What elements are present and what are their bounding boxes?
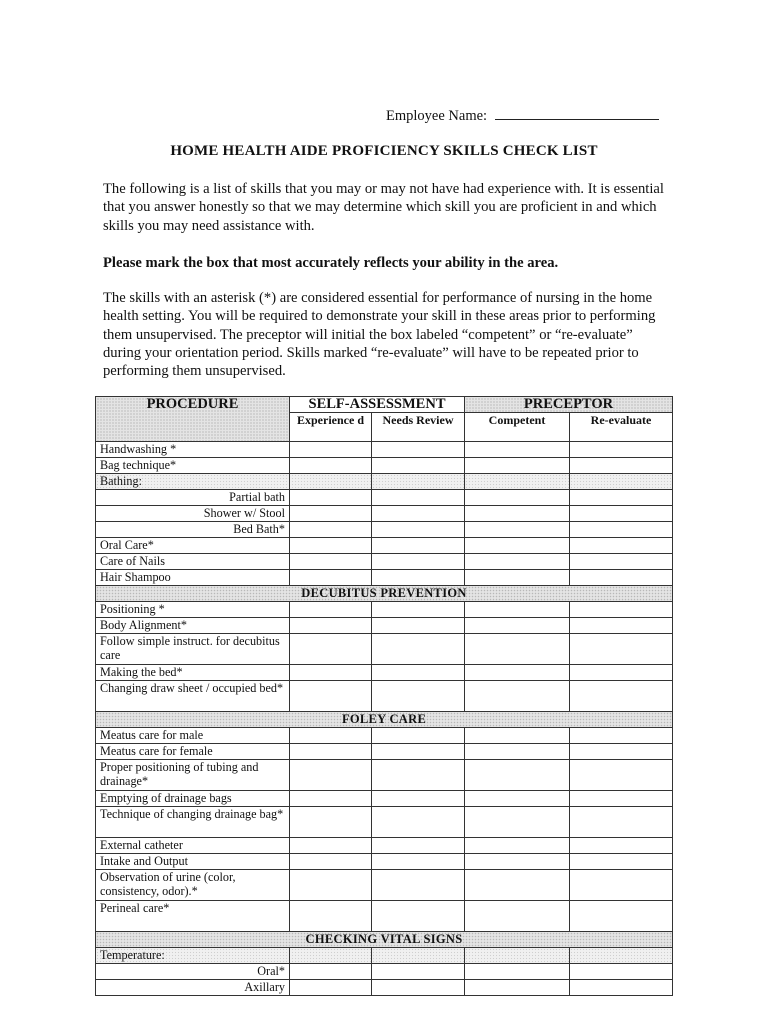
table-row [96, 522, 673, 538]
procedure-label: Shower w/ Stool [96, 506, 290, 522]
experienced-cell[interactable] [290, 964, 372, 980]
table-row [96, 854, 673, 870]
competent-cell[interactable] [465, 665, 570, 681]
experienced-cell[interactable] [290, 791, 372, 807]
competent-cell[interactable] [465, 901, 570, 932]
experienced-cell[interactable] [290, 728, 372, 744]
procedure-label: Oral* [96, 964, 290, 980]
competent-cell[interactable] [465, 602, 570, 618]
needs-review-cell[interactable] [372, 728, 465, 744]
preceptor-header: PRECEPTOR [465, 397, 673, 413]
procedure-label: Oral Care* [96, 538, 290, 554]
experienced-cell[interactable] [290, 760, 372, 791]
competent-cell[interactable] [465, 538, 570, 554]
blank-cell [570, 948, 673, 964]
competent-cell[interactable] [465, 728, 570, 744]
procedure-label: Hair Shampoo [96, 570, 290, 586]
blank-cell [372, 474, 465, 490]
procedure-header: PROCEDURE [96, 397, 290, 442]
needs-review-cell[interactable] [372, 618, 465, 634]
table-row [96, 838, 673, 854]
competent-cell[interactable] [465, 980, 570, 996]
section-header-row [96, 586, 673, 602]
employee-name-field[interactable] [386, 107, 659, 125]
competent-cell[interactable] [465, 618, 570, 634]
section-header-row [96, 712, 673, 728]
needs-review-cell[interactable] [372, 980, 465, 996]
employee-name-line[interactable] [495, 107, 659, 120]
competent-cell[interactable] [465, 854, 570, 870]
skills-table [95, 396, 673, 996]
re-evaluate-cell[interactable] [570, 728, 673, 744]
needs-review-cell[interactable] [372, 570, 465, 586]
procedure-label: Observation of urine (color, consistency, odor).* [96, 870, 290, 901]
table-row-group [96, 948, 673, 964]
blank-cell [372, 948, 465, 964]
procedure-label: Intake and Output [96, 854, 290, 870]
experienced-cell[interactable] [290, 681, 372, 712]
experienced-cell[interactable] [290, 807, 372, 838]
needs-review-cell[interactable] [372, 554, 465, 570]
section-header-row [96, 932, 673, 948]
re-evaluate-cell[interactable] [570, 506, 673, 522]
re-evaluate-cell[interactable] [570, 570, 673, 586]
table-row [96, 980, 673, 996]
table-row [96, 870, 673, 901]
experienced-cell[interactable] [290, 554, 372, 570]
needs-review-cell[interactable] [372, 964, 465, 980]
experienced-cell[interactable] [290, 602, 372, 618]
procedure-label: Making the bed* [96, 665, 290, 681]
page-title: HOME HEALTH AIDE PROFICIENCY SKILLS CHECK LIST [170, 143, 598, 159]
experienced-cell[interactable] [290, 442, 372, 458]
col-needs-review: Needs Review [372, 413, 465, 442]
needs-review-cell[interactable] [372, 854, 465, 870]
competent-cell[interactable] [465, 522, 570, 538]
competent-cell[interactable] [465, 442, 570, 458]
competent-cell[interactable] [465, 744, 570, 760]
procedure-label: Emptying of drainage bags [96, 791, 290, 807]
experienced-cell[interactable] [290, 634, 372, 665]
experienced-cell[interactable] [290, 744, 372, 760]
needs-review-cell[interactable] [372, 870, 465, 901]
table-row [96, 618, 673, 634]
experienced-cell[interactable] [290, 522, 372, 538]
table-row [96, 458, 673, 474]
re-evaluate-cell[interactable] [570, 490, 673, 506]
table-row [96, 634, 673, 665]
experienced-cell[interactable] [290, 490, 372, 506]
section-foley-care: FOLEY CARE [96, 712, 673, 728]
competent-cell[interactable] [465, 458, 570, 474]
competent-cell[interactable] [465, 681, 570, 712]
employee-name-label: Employee Name: [386, 108, 488, 124]
needs-review-cell[interactable] [372, 602, 465, 618]
table-row [96, 964, 673, 980]
re-evaluate-cell[interactable] [570, 665, 673, 681]
col-competent: Competent [465, 413, 570, 442]
col-re-evaluate: Re-evaluate [570, 413, 673, 442]
needs-review-cell[interactable] [372, 901, 465, 932]
col-experienced: Experience d [290, 413, 372, 442]
competent-cell[interactable] [465, 506, 570, 522]
table-row [96, 728, 673, 744]
needs-review-cell[interactable] [372, 744, 465, 760]
procedure-label: Care of Nails [96, 554, 290, 570]
instruction-paragraph: Please mark the box that most accurately reflects your ability in the area. [103, 255, 559, 271]
needs-review-cell[interactable] [372, 490, 465, 506]
needs-review-cell[interactable] [372, 760, 465, 791]
experienced-cell[interactable] [290, 570, 372, 586]
needs-review-cell[interactable] [372, 681, 465, 712]
re-evaluate-cell[interactable] [570, 744, 673, 760]
re-evaluate-cell[interactable] [570, 458, 673, 474]
procedure-label: Body Alignment* [96, 618, 290, 634]
needs-review-cell[interactable] [372, 838, 465, 854]
procedure-label: Technique of changing drainage bag* [96, 807, 290, 838]
table-row [96, 538, 673, 554]
re-evaluate-cell[interactable] [570, 634, 673, 665]
needs-review-cell[interactable] [372, 538, 465, 554]
re-evaluate-cell[interactable] [570, 442, 673, 458]
table-row [96, 442, 673, 458]
competent-cell[interactable] [465, 838, 570, 854]
table-row [96, 901, 673, 932]
re-evaluate-cell[interactable] [570, 980, 673, 996]
table-row [96, 791, 673, 807]
competent-cell[interactable] [465, 554, 570, 570]
table-row [96, 681, 673, 712]
re-evaluate-cell[interactable] [570, 760, 673, 791]
procedure-label: Axillary [96, 980, 290, 996]
procedure-label: Follow simple instruct. for decubitus care [96, 634, 290, 665]
competent-cell[interactable] [465, 634, 570, 665]
blank-cell [290, 474, 372, 490]
procedure-label: Bag technique* [96, 458, 290, 474]
section-checking-vital-signs: CHECKING VITAL SIGNS [96, 932, 673, 948]
re-evaluate-cell[interactable] [570, 964, 673, 980]
intro-paragraph-1: The following is a list of skills that you may or may not have had experience with. It is essential that you answer honestly so that we may determine which skill you are proficient in and which skills you may need assistance with. [103, 181, 664, 234]
re-evaluate-cell[interactable] [570, 681, 673, 712]
table-row [96, 807, 673, 838]
re-evaluate-cell[interactable] [570, 901, 673, 932]
competent-cell[interactable] [465, 760, 570, 791]
procedure-label: Bathing: [96, 474, 290, 490]
procedure-label: Handwashing * [96, 442, 290, 458]
table-row [96, 744, 673, 760]
needs-review-cell[interactable] [372, 506, 465, 522]
re-evaluate-cell[interactable] [570, 602, 673, 618]
procedure-label: Positioning * [96, 602, 290, 618]
re-evaluate-cell[interactable] [570, 807, 673, 838]
re-evaluate-cell[interactable] [570, 554, 673, 570]
needs-review-cell[interactable] [372, 665, 465, 681]
experienced-cell[interactable] [290, 618, 372, 634]
needs-review-cell[interactable] [372, 458, 465, 474]
experienced-cell[interactable] [290, 901, 372, 932]
section-decubitus-prevention: DECUBITUS PREVENTION [96, 586, 673, 602]
intro-paragraph-3: The skills with an asterisk (*) are considered essential for performance of nursing in the home health setting. You will be required to demonstrate your skill in these areas prior to performing them unsupervised. The preceptor will initial the box labeled “competent” or “re-evaluate” during your orientation period. Skills marked “re-evaluate” will have to be repeated prior to performing them unsupervised. [103, 290, 656, 380]
experienced-cell[interactable] [290, 870, 372, 901]
competent-cell[interactable] [465, 791, 570, 807]
competent-cell[interactable] [465, 964, 570, 980]
procedure-label: Perineal care* [96, 901, 290, 932]
needs-review-cell[interactable] [372, 791, 465, 807]
experienced-cell[interactable] [290, 854, 372, 870]
re-evaluate-cell[interactable] [570, 854, 673, 870]
needs-review-cell[interactable] [372, 634, 465, 665]
re-evaluate-cell[interactable] [570, 522, 673, 538]
blank-cell [465, 948, 570, 964]
table-row [96, 602, 673, 618]
competent-cell[interactable] [465, 807, 570, 838]
experienced-cell[interactable] [290, 838, 372, 854]
table-row-group [96, 474, 673, 490]
table-row [96, 665, 673, 681]
procedure-label: External catheter [96, 838, 290, 854]
needs-review-cell[interactable] [372, 442, 465, 458]
table-row [96, 554, 673, 570]
re-evaluate-cell[interactable] [570, 791, 673, 807]
needs-review-cell[interactable] [372, 522, 465, 538]
table-row [96, 570, 673, 586]
competent-cell[interactable] [465, 490, 570, 506]
re-evaluate-cell[interactable] [570, 838, 673, 854]
procedure-label: Proper positioning of tubing and drainage* [96, 760, 290, 791]
blank-cell [570, 474, 673, 490]
procedure-label: Partial bath [96, 490, 290, 506]
blank-cell [465, 474, 570, 490]
procedure-label: Temperature: [96, 948, 290, 964]
competent-cell[interactable] [465, 870, 570, 901]
procedure-label: Meatus care for female [96, 744, 290, 760]
procedure-label: Changing draw sheet / occupied bed* [96, 681, 290, 712]
re-evaluate-cell[interactable] [570, 618, 673, 634]
experienced-cell[interactable] [290, 980, 372, 996]
needs-review-cell[interactable] [372, 807, 465, 838]
table-row [96, 490, 673, 506]
procedure-label: Bed Bath* [96, 522, 290, 538]
competent-cell[interactable] [465, 570, 570, 586]
self-assessment-header: SELF-ASSESSMENT [290, 397, 465, 413]
experienced-cell[interactable] [290, 458, 372, 474]
experienced-cell[interactable] [290, 538, 372, 554]
re-evaluate-cell[interactable] [570, 870, 673, 901]
experienced-cell[interactable] [290, 665, 372, 681]
re-evaluate-cell[interactable] [570, 538, 673, 554]
procedure-label: Meatus care for male [96, 728, 290, 744]
table-row [96, 506, 673, 522]
table-row [96, 760, 673, 791]
blank-cell [290, 948, 372, 964]
experienced-cell[interactable] [290, 506, 372, 522]
